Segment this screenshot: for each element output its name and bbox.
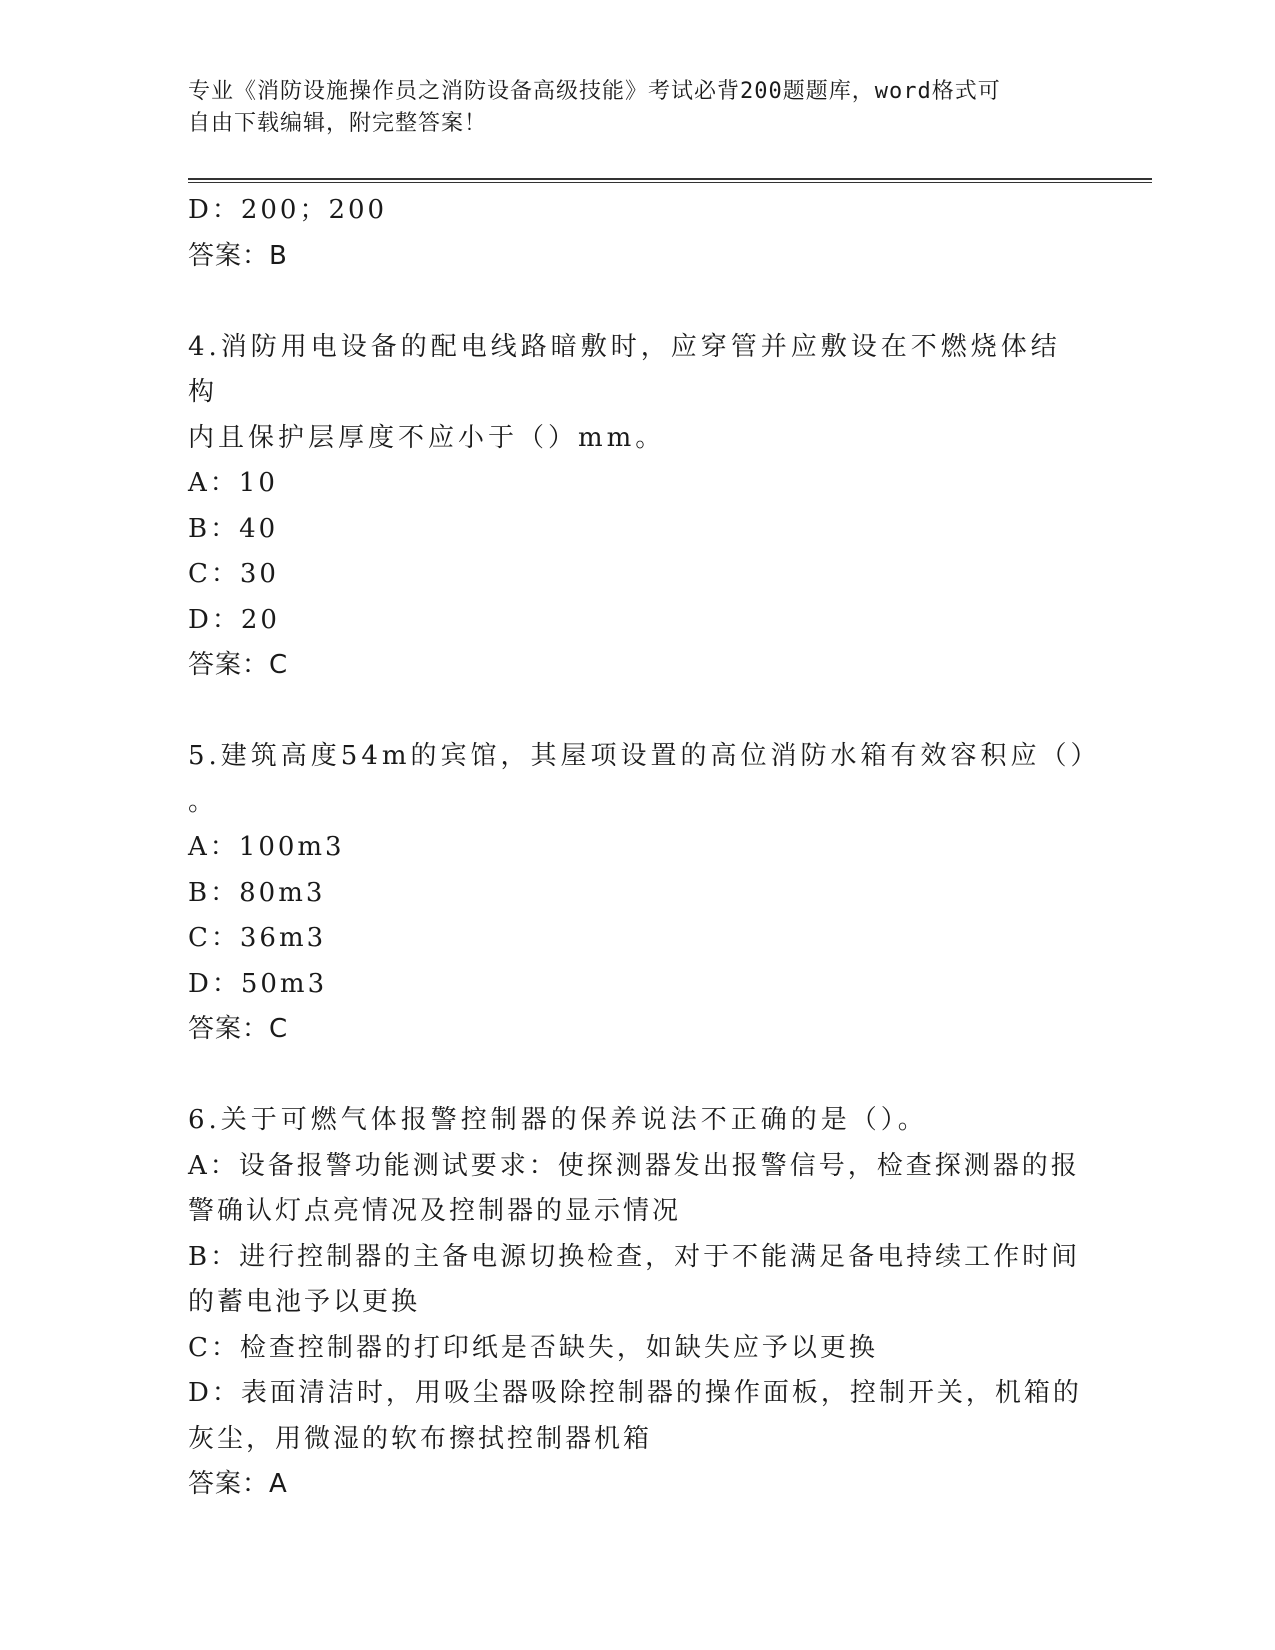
question-4 (188, 325, 1088, 689)
continued-question (188, 188, 1088, 279)
header-title-line-1: 专业《消防设施操作员之消防设备高级技能》考试必背200题题库，word格式可 (188, 79, 1001, 104)
option-a: A：设备报警功能测试要求：使探测器发出报警信号，检查探测器的报 (188, 1150, 1080, 1181)
option-d: D：200；200 (188, 195, 388, 225)
question-stem-line: 内且保护层厚度不应小于（）mm。 (188, 422, 666, 453)
page-header (188, 76, 1088, 140)
answer: 答案：B (188, 240, 288, 271)
option-c: C：30 (188, 559, 279, 589)
question-5 (188, 734, 1101, 1053)
option-d: D：表面清洁时，用吸尘器吸除控制器的操作面板，控制开关，机箱的 (188, 1378, 1082, 1408)
option-d: D：20 (188, 604, 280, 635)
option-a-continued: 警确认灯点亮情况及控制器的显示情况 (188, 1196, 682, 1226)
option-c: C：检查控制器的打印纸是否缺失，如缺失应予以更换 (188, 1332, 878, 1363)
question-content (188, 188, 1101, 1508)
option-b: B：进行控制器的主备电源切换检查，对于不能满足备电持续工作时间 (188, 1241, 1081, 1272)
question-stem-line: 4.消防用电设备的配电线路暗敷时，应穿管并应敷设在不燃烧体结构 (188, 331, 1061, 407)
option-b: B：80m3 (188, 877, 326, 908)
option-a: A：100m3 (188, 832, 345, 862)
answer: 答案：C (188, 1014, 289, 1044)
question-stem-line: 6.关于可燃气体报警控制器的保养说法不正确的是（）。 (188, 1105, 928, 1135)
option-d: D：50m3 (188, 968, 328, 999)
option-d-continued: 灰尘，用微湿的软布擦拭控制器机箱 (188, 1423, 653, 1454)
header-title-line-2: 自由下载编辑，附完整答案！ (188, 111, 488, 136)
option-a: A：10 (188, 468, 278, 498)
question-stem-line: 5.建筑高度54m的宾馆，其屋项设置的高位消防水箱有效容积应（） (188, 741, 1101, 771)
answer: 答案：C (188, 650, 289, 680)
option-b-continued: 的蓄电池予以更换 (188, 1287, 421, 1317)
header-divider (188, 178, 1152, 183)
option-b: B：40 (188, 513, 279, 544)
option-c: C：36m3 (188, 923, 327, 953)
question-6 (188, 1098, 1088, 1508)
question-stem-line: 。 (188, 786, 219, 817)
answer: 答案：A (188, 1469, 288, 1499)
